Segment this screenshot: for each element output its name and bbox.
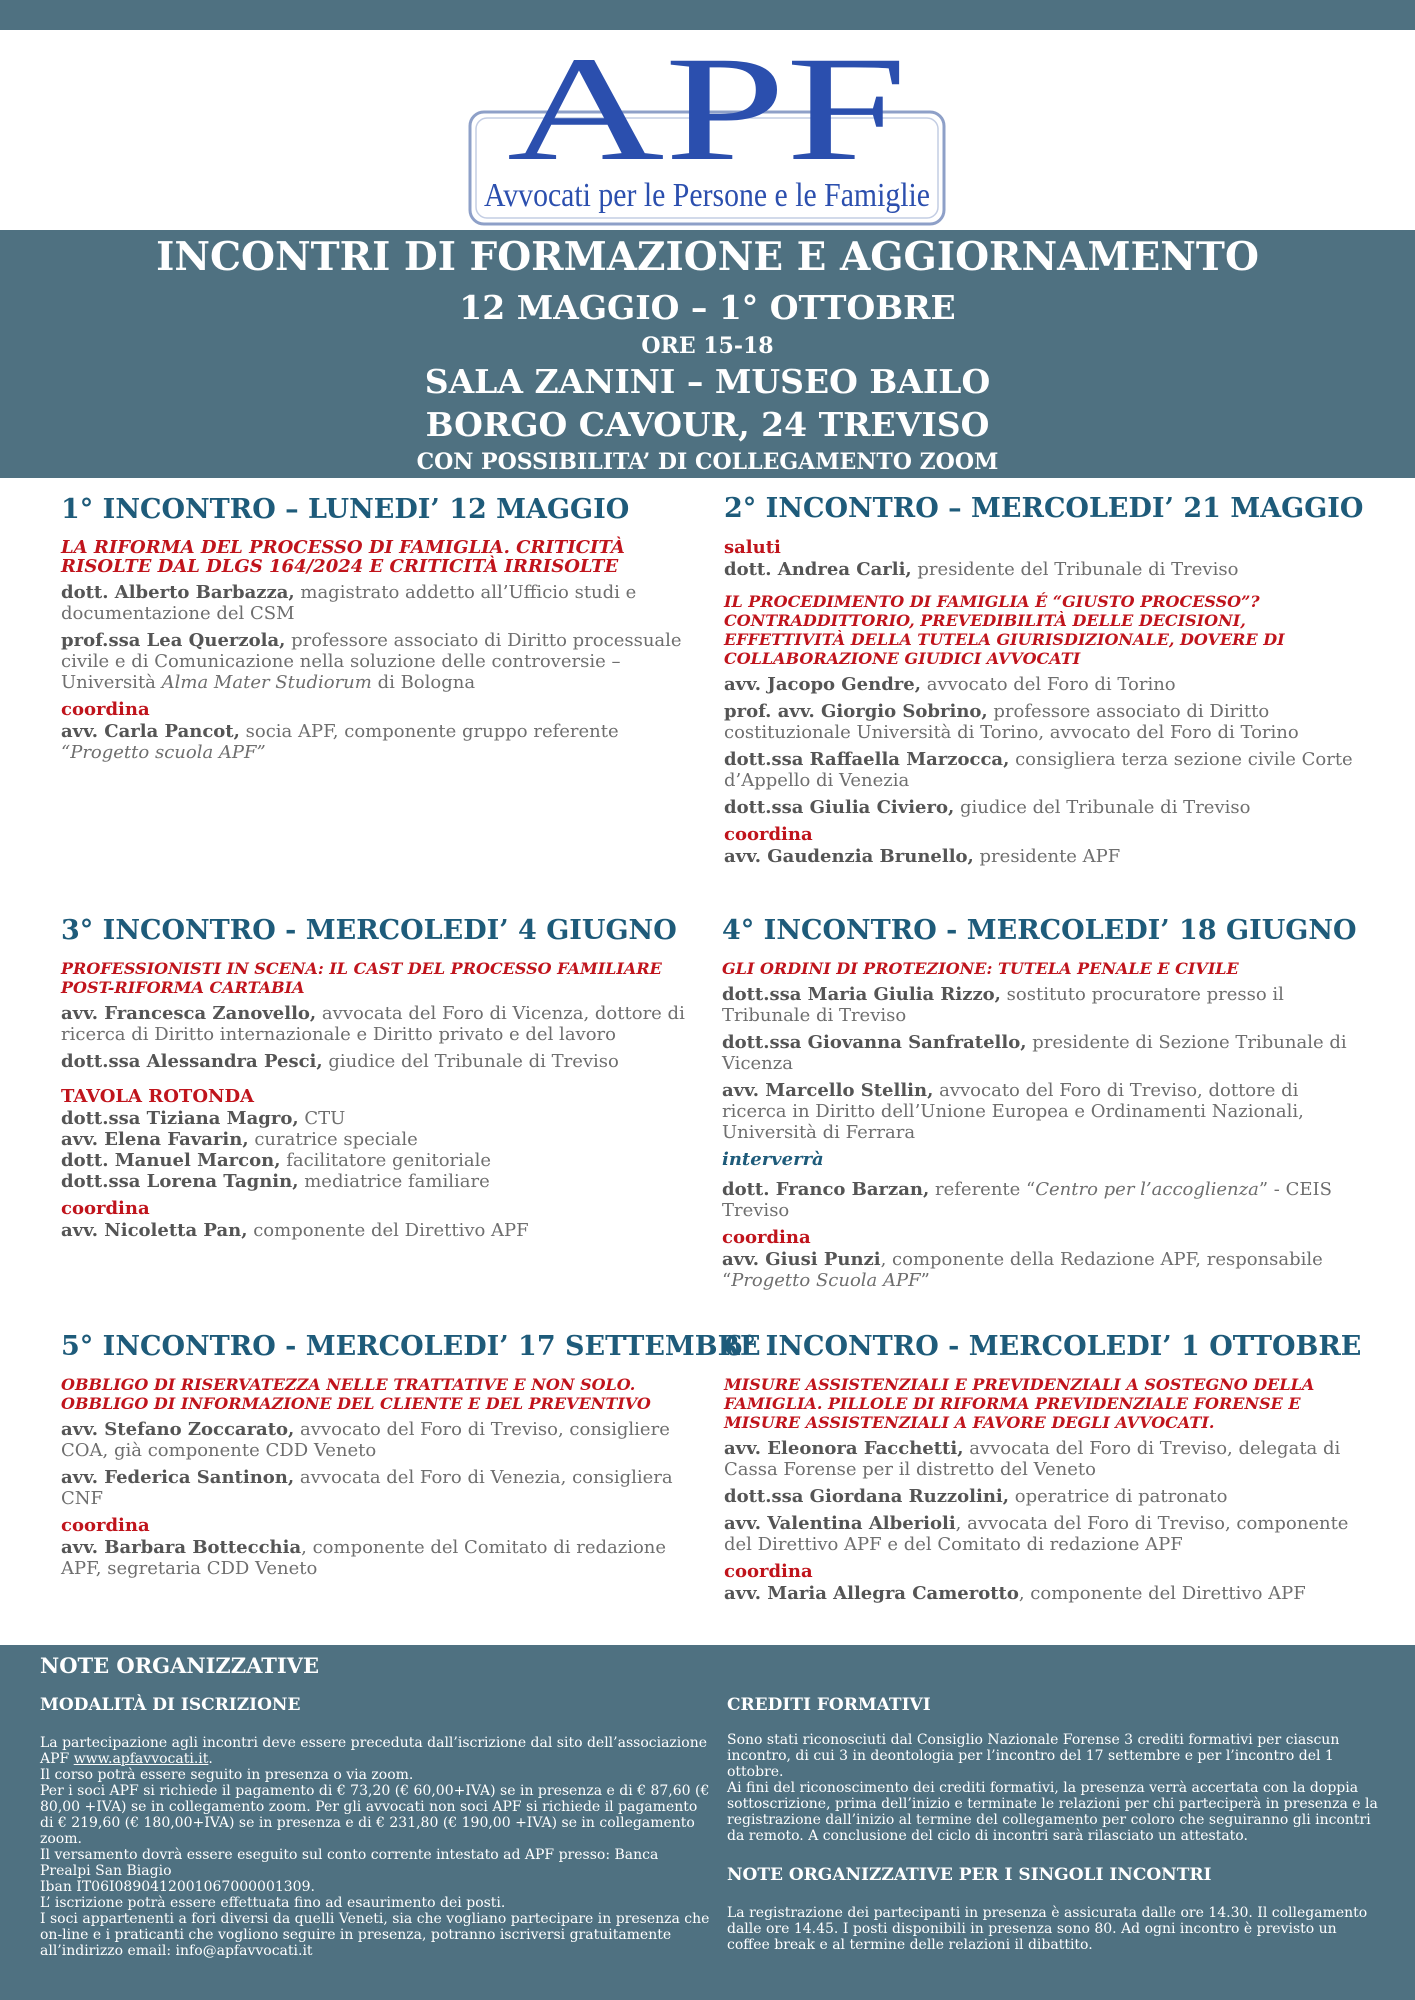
coordinator: avv. Nicoletta Pan, componente del Direttivo APF (61, 1220, 529, 1241)
speaker: prof.ssa Lea Querzola, professore associato di Diritto processuale civile e di Comunicazione nella soluzione delle controversie – Università Alma Mater Studiorum di Bologna (61, 630, 682, 693)
coordinator-label: coordina (724, 1561, 813, 1582)
credits-line: Ai fini del riconoscimento dei crediti formativi, la presenza verrà accertata con la doppia sottoscrizione, prima dell’inizio e terminate le relazioni per chi parteciperà in presenza e la registrazione dall’inizio al termine del collegamento per coloro che seguiranno gli incontri da remoto. A conclusione del ciclo di incontri sarà rilasciato un attestato. (727, 1780, 1378, 1844)
speaker: avv. Francesca Zanovello, avvocata del Foro di Vicenza, dottore di ricerca di Diritto internazionale e Diritto privato e del lavoro (61, 1003, 685, 1045)
coordinator: avv. Maria Allegra Camerotto, componente del Direttivo APF (724, 1583, 1306, 1604)
logo-letters: APF (507, 26, 907, 192)
speaker: avv. Eleonora Facchetti, avvocata del Foro di Treviso, delegata di Cassa Forense per il distretto del Veneto (724, 1438, 1341, 1480)
coordinator-label: coordina (722, 1227, 811, 1248)
coordinator-label: coordina (61, 699, 150, 720)
session-2-topic: IL PROCEDIMENTO DI FAMIGLIA É “GIUSTO PROCESSO”? CONTRADDITTORIO, PREVEDIBILITÀ DELLE DECISIONI, EFFETTIVITÀ DELLA TUTELA GIURISDIZIONALE, DOVERE DI COLLABORAZIONE GIUDICI AVVOCATI (724, 592, 1285, 668)
single-notes-text: La registrazione dei partecipanti in presenza è assicurata dalle ore 14.30. Il collegamento dalle ore 14.45. I posti disponibili in presenza sono 80. Ad ogni incontro è previsto un coffee break e al termine delle relazioni il dibattito. (727, 1905, 1368, 1953)
single-notes-title: NOTE ORGANIZZATIVE PER I SINGOLI INCONTRI (727, 1865, 1212, 1885)
session-3-heading: 3° INCONTRO - MERCOLEDI’ 4 GIUGNO (61, 915, 677, 946)
session-4-topic: GLI ORDINI DI PROTEZIONE: TUTELA PENALE E CIVILE (722, 959, 1239, 978)
credits-text (727, 1732, 1382, 1844)
notes-title: NOTE ORGANIZZATIVE (40, 1653, 319, 1678)
enrollment-line: I soci appartenenti a fori diversi da quelli Veneti, sia che vogliano partecipare in presenza che on-line e i praticanti che vogliono seguire in presenza, potranno iscriversi gratuitamente all’indirizzo email: info@apfavvocati.it (40, 1911, 710, 1959)
coordinator: avv. Barbara Bottecchia, componente del Comitato di redazione APF, segretaria CDD Veneto (61, 1537, 667, 1579)
speaker: dott. Alberto Barbazza, magistrato addetto all’Ufficio studi e documentazione del CSM (61, 582, 637, 624)
session-6-topic: MISURE ASSISTENZIALI E PREVIDENZIALI A SOSTEGNO DELLA FAMIGLIA. PILLOLE DI RIFORMA PREVIDENZIALE FORENSE E MISURE ASSISTENZIALI A FAVORE DEGLI AVVOCATI. (724, 1375, 1315, 1432)
speaker: prof. avv. Giorgio Sobrino, professore associato di Diritto costituzionale Università di Torino, avvocato del Foro di Torino (724, 701, 1299, 743)
speaker: avv. Federica Santinon, avvocata del Foro di Venezia, consigliera CNF (61, 1467, 673, 1509)
banner-address: BORGO CAVOUR, 24 TREVISO (425, 405, 990, 444)
panelist: dott.ssa Tiziana Magro, CTU (61, 1108, 346, 1129)
banner-dates: 12 MAGGIO – 1° OTTOBRE (459, 288, 956, 327)
banner-zoom: CON POSSIBILITA’ DI COLLEGAMENTO ZOOM (416, 449, 999, 475)
enrollment-title: MODALITÀ DI ISCRIZIONE (40, 1695, 301, 1715)
speaker: dott.ssa Alessandra Pesci, giudice del Tribunale di Treviso (61, 1051, 619, 1072)
coordinator-label: coordina (61, 1198, 150, 1219)
session-1-heading: 1° INCONTRO – LUNEDI’ 12 MAGGIO (61, 494, 630, 525)
enrollment-line: Il versamento dovrà essere eseguito sul conto corrente intestato ad APF presso: Banca Prealpi San Biagio (40, 1847, 659, 1879)
speaker: avv. Valentina Alberioli, avvocata del Foro di Treviso, componente del Direttivo APF e del Comitato di redazione APF (724, 1513, 1349, 1555)
credits-line: Sono stati riconosciuti dal Consiglio Nazionale Forense 3 crediti formativi per ciascun incontro, di cui 3 in deontologia per l’incontro del 17 settembre e per l’incontro del 1 ottobre. (727, 1732, 1340, 1780)
session-1-topic: LA RIFORMA DEL PROCESSO DI FAMIGLIA. CRITICITÀ RISOLTE DAL DLGS 164/2024 E CRITICITÀ IRRISOLTE (61, 537, 625, 577)
banner-title: INCONTRI DI FORMAZIONE E AGGIORNAMENTO (156, 234, 1259, 280)
session-5-topic: OBBLIGO DI RISERVATEZZA NELLE TRATTATIVE E NON SOLO. OBBLIGO DI INFORMAZIONE DEL CLIENTE E DEL PREVENTIVO (61, 1375, 651, 1413)
session-1 (61, 494, 701, 769)
coordinator: avv. Gaudenzia Brunello, presidente APF (724, 846, 1121, 867)
speaker: dott.ssa Raffaella Marzocca, consigliera terza sezione civile Corte d’Appello di Venezia (724, 749, 1353, 791)
iban-line: Iban IT06I0890412001067000001309. (40, 1879, 315, 1895)
session-3 (61, 915, 701, 1247)
apf-logo (462, 24, 952, 230)
session-4 (722, 915, 1362, 1297)
greetings-label: saluti (724, 537, 781, 558)
speaker: dott.ssa Giovanna Sanfratello, presidente di Sezione Tribunale di Vicenza (722, 1032, 1347, 1074)
speaker: avv. Stefano Zoccarato, avvocato del Foro di Treviso, consigliere COA, già componente CDD Veneto (61, 1419, 670, 1461)
enrollment-text (40, 1735, 710, 1959)
speaker: dott. Andrea Carli, presidente del Tribunale di Treviso (724, 559, 1239, 580)
speaker: dott.ssa Giordana Ruzzolini, operatrice di patronato (724, 1486, 1228, 1507)
session-2 (724, 493, 1364, 873)
speaker: dott. Franco Barzan, referente “Centro per l’accoglienza” - CEIS Treviso (722, 1179, 1332, 1221)
session-2-heading: 2° INCONTRO – MERCOLEDI’ 21 MAGGIO (724, 493, 1364, 524)
coordinator-label: coordina (724, 824, 813, 845)
panelist: avv. Elena Favarin, curatrice speciale (61, 1129, 418, 1150)
website-link[interactable]: www.apfavvocati.it (73, 1751, 209, 1767)
banner-time: ORE 15-18 (641, 333, 774, 359)
session-4-heading: 4° INCONTRO - MERCOLEDI’ 18 GIUGNO (722, 915, 1357, 946)
session-6-heading: 6° INCONTRO - MERCOLEDI’ 1 OTTOBRE (724, 1331, 1362, 1362)
enrollment-line: Il corso potrà essere seguito in presenza o via zoom. (40, 1767, 414, 1783)
session-5-heading: 5° INCONTRO - MERCOLEDI’ 17 SETTEMBRE (61, 1331, 761, 1362)
logo-subtitle: Avvocati per le Persone e le Famiglie (484, 177, 930, 214)
speaker-label: interverrà (722, 1149, 824, 1170)
coordinator: avv. Giusi Punzi, componente della Redazione APF, responsabile “Progetto Scuola APF” (722, 1249, 1323, 1291)
session-6 (724, 1331, 1364, 1610)
round-table-label: TAVOLA ROTONDA (61, 1086, 255, 1107)
speaker: avv. Marcello Stellin, avvocato del Foro di Treviso, dottore di ricerca in Diritto dell’Unione Europea e Ordinamenti Nazionali, Università di Ferrara (722, 1080, 1304, 1143)
panelist: dott.ssa Lorena Tagnin, mediatrice familiare (61, 1171, 490, 1192)
session-3-topic: PROFESSIONISTI IN SCENA: IL CAST DEL PROCESSO FAMILIARE POST-RIFORMA CARTABIA (61, 959, 662, 997)
coordinator-label: coordina (61, 1515, 150, 1536)
banner-venue: SALA ZANINI – MUSEO BAILO (424, 362, 991, 401)
coordinator: avv. Carla Pancot, socia APF, componente gruppo referente “Progetto scuola APF” (61, 721, 619, 763)
enrollment-line: Per i soci APF si richiede il pagamento di € 73,20 (€ 60,00+IVA) se in presenza e di € 87,60 (€ 80,00 +IVA) se in collegamento zoom. Per gli avvocati non soci APF si richiede il pagamento di € 219,60 (€ 180,00+IVA) se in presenza e di € 231,80 (€ 190,00 +IVA) se in collegamento zoom. (40, 1783, 710, 1847)
speaker: dott.ssa Maria Giulia Rizzo, sostituto procuratore presso il Tribunale di Treviso (722, 984, 1284, 1026)
session-5 (61, 1331, 761, 1585)
credits-title: CREDITI FORMATIVI (727, 1695, 931, 1715)
event-banner (0, 230, 1415, 478)
notes-section (0, 1645, 1415, 2000)
speaker: dott.ssa Giulia Civiero, giudice del Tribunale di Treviso (724, 797, 1251, 818)
speaker: avv. Jacopo Gendre, avvocato del Foro di Torino (724, 674, 1176, 695)
enrollment-line: La partecipazione agli incontri deve essere preceduta dall’iscrizione dal sito dell’associazione APF www.apfavvocati.it. (40, 1735, 708, 1767)
enrollment-line: L’ iscrizione potrà essere effettuata fino ad esaurimento dei posti. (40, 1895, 506, 1911)
panelist: dott. Manuel Marcon, facilitatore genitoriale (61, 1150, 492, 1171)
